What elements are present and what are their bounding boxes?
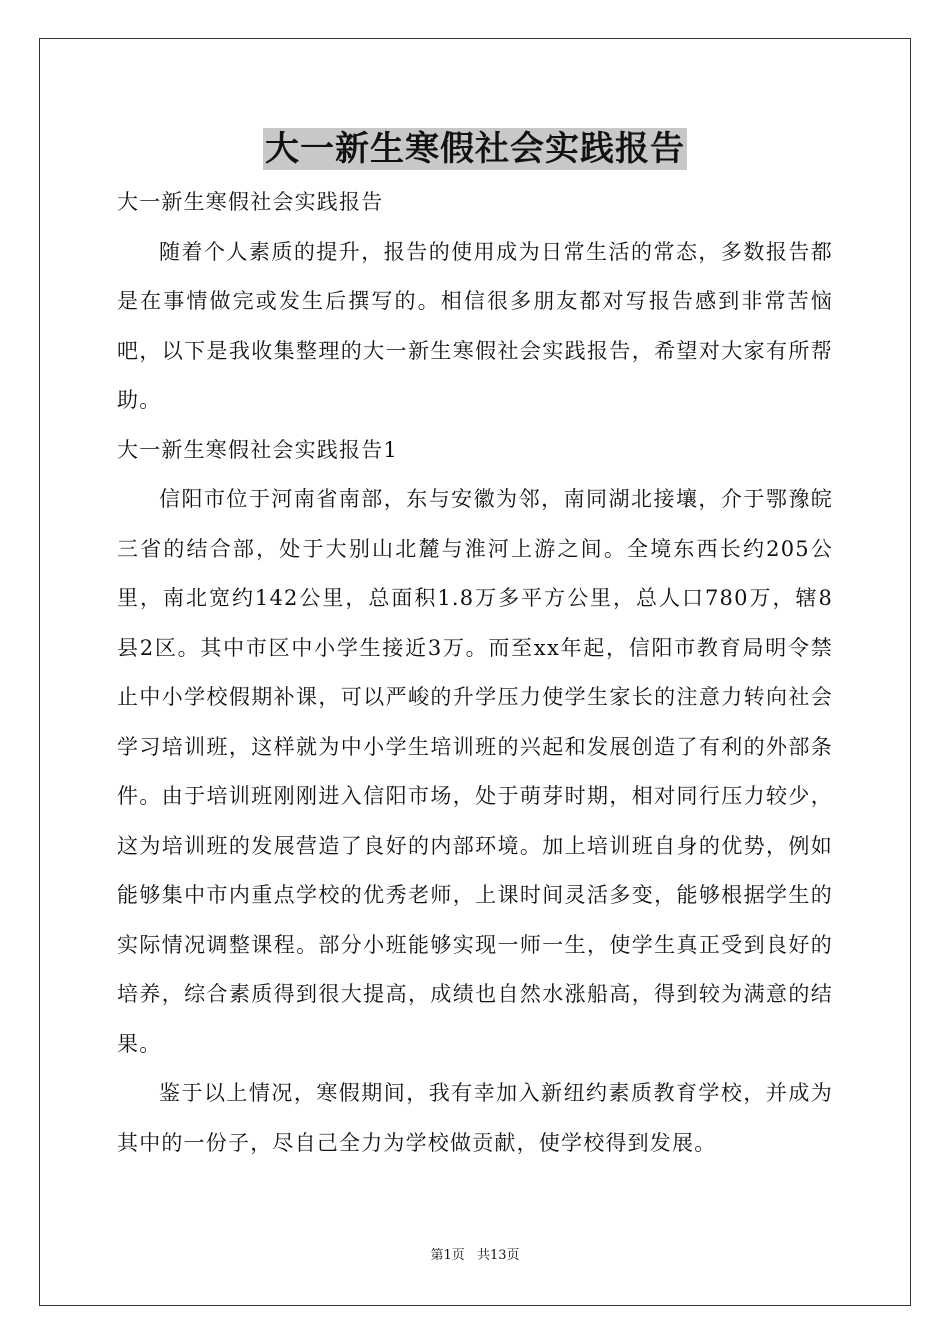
page-total: 共13页 (476, 1248, 520, 1263)
intro-paragraph: 随着个人素质的提升，报告的使用成为日常生活的常态，多数报告都是在事情做完或发生后撰写的。相信很多朋友都对写报告感到非常苦恼吧，以下是我收集整理的大一新生寒假社会实践报告，希望对大家有所帮助。 (117, 239, 833, 412)
body-paragraph-2: 鉴于以上情况，寒假期间，我有幸加入新纽约素质教育学校，并成为其中的一份子，尽自己全力为学校做贡献，使学校得到发展。 (117, 1081, 833, 1155)
page-number: 第1页 (430, 1248, 465, 1263)
page-footer (0, 1247, 950, 1265)
title-container (0, 128, 950, 170)
section-heading: 大一新生寒假社会实践报告1 (117, 437, 398, 462)
document-title: 大一新生寒假社会实践报告 (265, 129, 685, 169)
document-subtitle: 大一新生寒假社会实践报告 (117, 190, 384, 214)
body-paragraph-1: 信阳市位于河南省南部，东与安徽为邻，南同湖北接壤，介于鄂豫皖三省的结合部，处于大别山北麓与淮河上游之间。全境东西长约205公里，南北宽约142公里，总面积1.8万多平方公里，总人口780万，辖8县2区。其中市区中小学生接近3万。而至xx年起，信阳市教育局明令禁止中小学校假期补课，可以严峻的升学压力使学生家长的注意力转向社会学习培训班，这样就为中小学生培训班的兴起和发展创造了有利的外部条件。由于培训班刚刚进入信阳市场，处于萌芽时期，相对同行压力较少，这为培训班的发展营造了良好的内部环境。加上培训班自身的优势，例如能够集中市内重点学校的优秀老师，上课时间灵活多变，能够根据学生的实际情况调整课程。部分小班能够实现一师一生，使学生真正受到良好的培养，综合素质得到很大提高，成绩也自然水涨船高，得到较为满意的结果。 (117, 487, 833, 1056)
document-body (117, 178, 833, 1168)
